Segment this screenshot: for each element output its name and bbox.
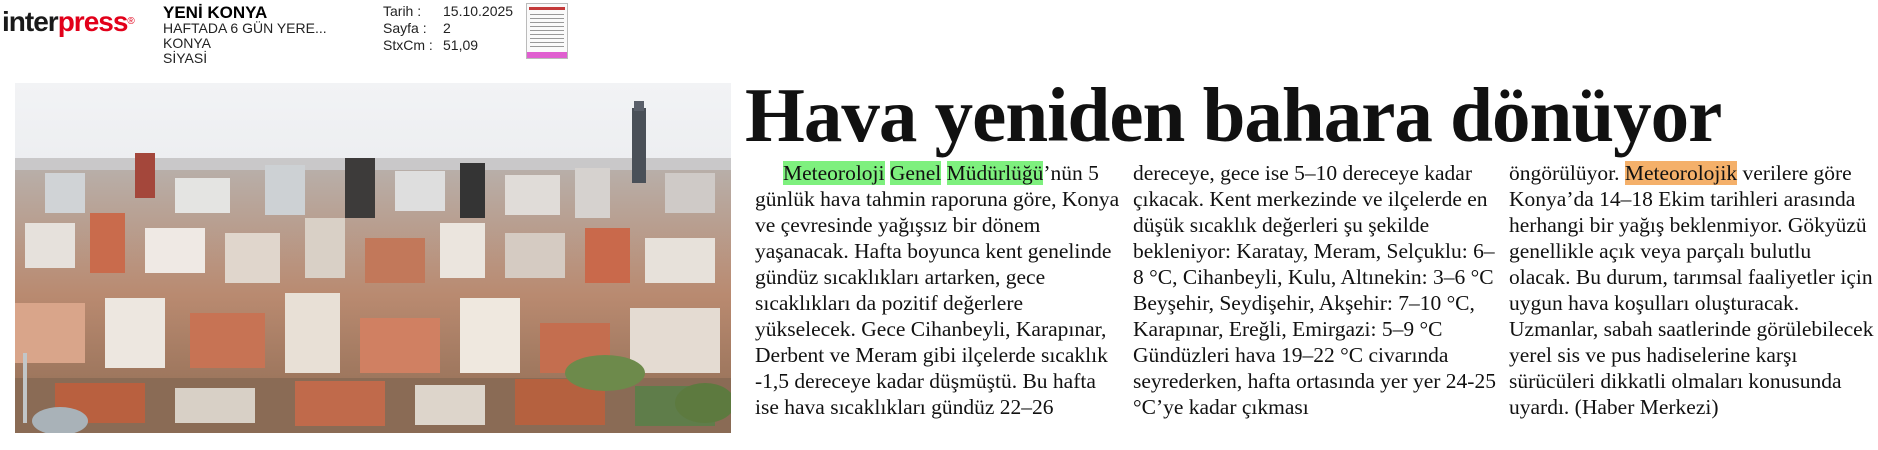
- page-thumbnail[interactable]: [526, 3, 568, 59]
- column-3-text-before: öngörülüyor.: [1509, 161, 1620, 185]
- highlight-meteorolojik: Meteorolojik: [1624, 161, 1738, 185]
- column-2-text: dereceye, gece ise 5–10 dereceye kadar çıkacak. Kent merkezinde ve ilçelerde en düşük sıcaklık değerleri şu şekilde bekleniyor: Karatay, Meram, Selçuklu: 6–8 °C, Cihanbeyli, Kulu, Altınekin: 3–6 °C Beyşehir, Seydişehir, Akşehir: 7–10 °C, Karapınar, Ereğli, Emirgazi: 5–9 °C Gündüzleri hava 19–22 °C civarında seyrederken, hafta ortasında yer yer 24-25 °C’ye kadar çıkması: [1133, 161, 1496, 419]
- highlight-mudurlugu: Müdürlüğü: [946, 161, 1044, 185]
- meta-date-row: [383, 3, 513, 20]
- logo-press: press: [57, 6, 128, 37]
- city-skyline-photo: [15, 83, 731, 433]
- date-label: Tarih :: [383, 3, 422, 19]
- column-1-text: ’nün 5 günlük hava tahmin raporuna göre, Konya ve çevresinde yağışsız bir dönem yaşanacak. Hafta boyunca kent genelinde gündüz sıcaklıkları artarken, gece sıcaklıkları da pozitif değerlere yükselecek. Gece Cihanbeyli, Karapınar, Derbent ve Meram gibi ilçelerde sıcaklık -1,5 dereceye kadar düşmüştü. Bu hafta ise hava sıcaklıkları gündüz 22–26: [755, 161, 1120, 419]
- highlight-meteoroloji: Meteoroloji: [783, 161, 885, 185]
- stxcm-label: StxCm :: [383, 37, 433, 53]
- clipping-meta: [383, 3, 513, 54]
- publication-city: KONYA: [163, 35, 211, 51]
- meta-stxcm-row: [383, 37, 513, 54]
- column-3-text-after: verilere göre Konya’da 14–18 Ekim tarihleri arasında herhangi bir yağış beklenmiyor. Gökyüzü genellikle açık veya parçalı bulutlu olacak. Bu durum, tarımsal faaliyetler için uygun hava koşulları oluşturacak. Uzmanlar, sabah saatlerinde görülebilecek yerel sis ve pus hadiselerine karşı sürücüleri dikkatli olmaları konusunda uyardı. (Haber Merkezi): [1509, 161, 1874, 419]
- publication-frequency: HAFTADA 6 GÜN YERE...: [163, 20, 327, 36]
- article-column-2: [1133, 160, 1498, 420]
- interpress-logo: [2, 2, 134, 42]
- article-headline: Hava yeniden bahara dönüyor: [745, 72, 1722, 158]
- publication-info: [163, 4, 327, 66]
- logo-inter: inter: [2, 6, 58, 37]
- logo-registered: ®: [127, 16, 134, 27]
- page-value: 2: [443, 20, 451, 36]
- publication-category: SİYASİ: [163, 50, 208, 66]
- article-column-1: [755, 160, 1120, 420]
- page-label: Sayfa :: [383, 20, 427, 36]
- publication-name: YENİ KONYA: [163, 3, 268, 22]
- article-column-3: [1509, 160, 1874, 420]
- date-value: 15.10.2025: [443, 3, 514, 19]
- stxcm-value: 51,09: [443, 37, 479, 53]
- highlight-genel: Genel: [889, 161, 942, 185]
- meta-page-row: [383, 20, 513, 37]
